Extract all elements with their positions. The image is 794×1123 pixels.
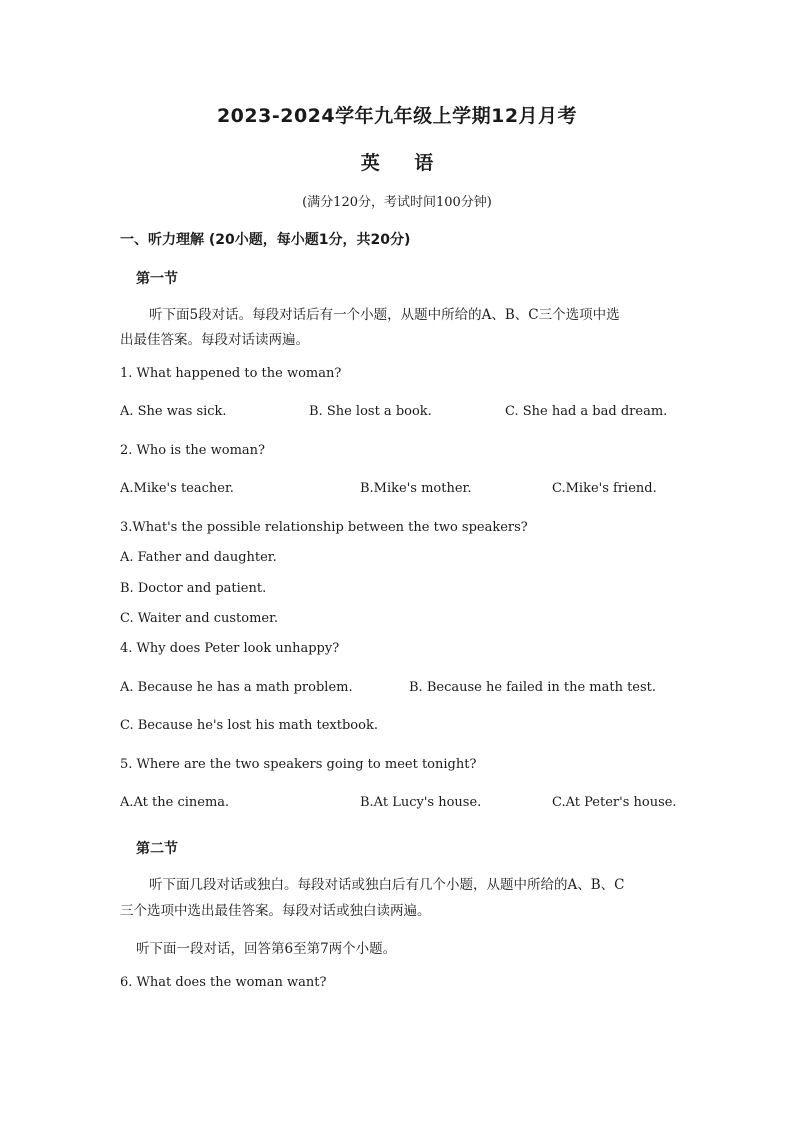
exam-title: 2023-2024学年九年级上学期12月月考 — [216, 105, 578, 127]
option-b: B.At Lucy's house. — [360, 795, 482, 810]
question-stem: 4. Why does Peter look unhappy? — [120, 641, 340, 656]
part1-instruction-line2: 出最佳答案。每段对话读两遍。 — [120, 332, 309, 348]
question-stem: 3.What's the possible relationship between the two speakers? — [120, 520, 528, 535]
option-b: B.Mike's mother. — [360, 481, 472, 496]
question-stem: 5. Where are the two speakers going to meet tonight? — [120, 757, 477, 772]
question-stem: 1. What happened to the woman? — [120, 366, 342, 381]
option-c: C. Because he's lost his math textbook. — [120, 718, 378, 733]
question-stem: 6. What does the woman want? — [120, 975, 327, 990]
part2-heading: 第二节 — [136, 841, 178, 857]
option-a: A. Father and daughter. — [120, 550, 277, 565]
option-b: B. Because he failed in the math test. — [409, 680, 657, 695]
subject-title: 英 语 — [360, 152, 434, 174]
part1-instruction-line1: 听下面5段对话。每段对话后有一个小题，从题中所给的A、B、C三个选项中选 — [149, 307, 620, 323]
option-a: A. Because he has a math problem. — [120, 680, 353, 695]
part1-heading: 第一节 — [136, 271, 178, 287]
part2-instruction-line1: 听下面几段对话或独白。每段对话或独白后有几个小题，从题中所给的A、B、C — [149, 877, 625, 893]
option-b: B. Doctor and patient. — [120, 581, 267, 596]
option-c: C. She had a bad dream. — [505, 404, 668, 419]
option-b: B. She lost a book. — [309, 404, 432, 419]
option-a: A. She was sick. — [120, 404, 227, 419]
option-c: C.Mike's friend. — [552, 481, 657, 496]
option-c: C. Waiter and customer. — [120, 611, 279, 626]
part2-sub-instruction: 听下面一段对话，回答第6至第7两个小题。 — [136, 941, 397, 957]
section-heading: 一、听力理解 (20小题，每小题1分，共20分) — [120, 232, 411, 248]
option-a: A.Mike's teacher. — [120, 481, 234, 496]
part2-instruction-line2: 三个选项中选出最佳答案。每段对话或独白读两遍。 — [120, 903, 431, 919]
question-stem: 2. Who is the woman? — [120, 443, 265, 458]
option-c: C.At Peter's house. — [552, 795, 677, 810]
exam-note: (满分120分，考试时间100分钟) — [302, 195, 492, 210]
option-a: A.At the cinema. — [120, 795, 230, 810]
